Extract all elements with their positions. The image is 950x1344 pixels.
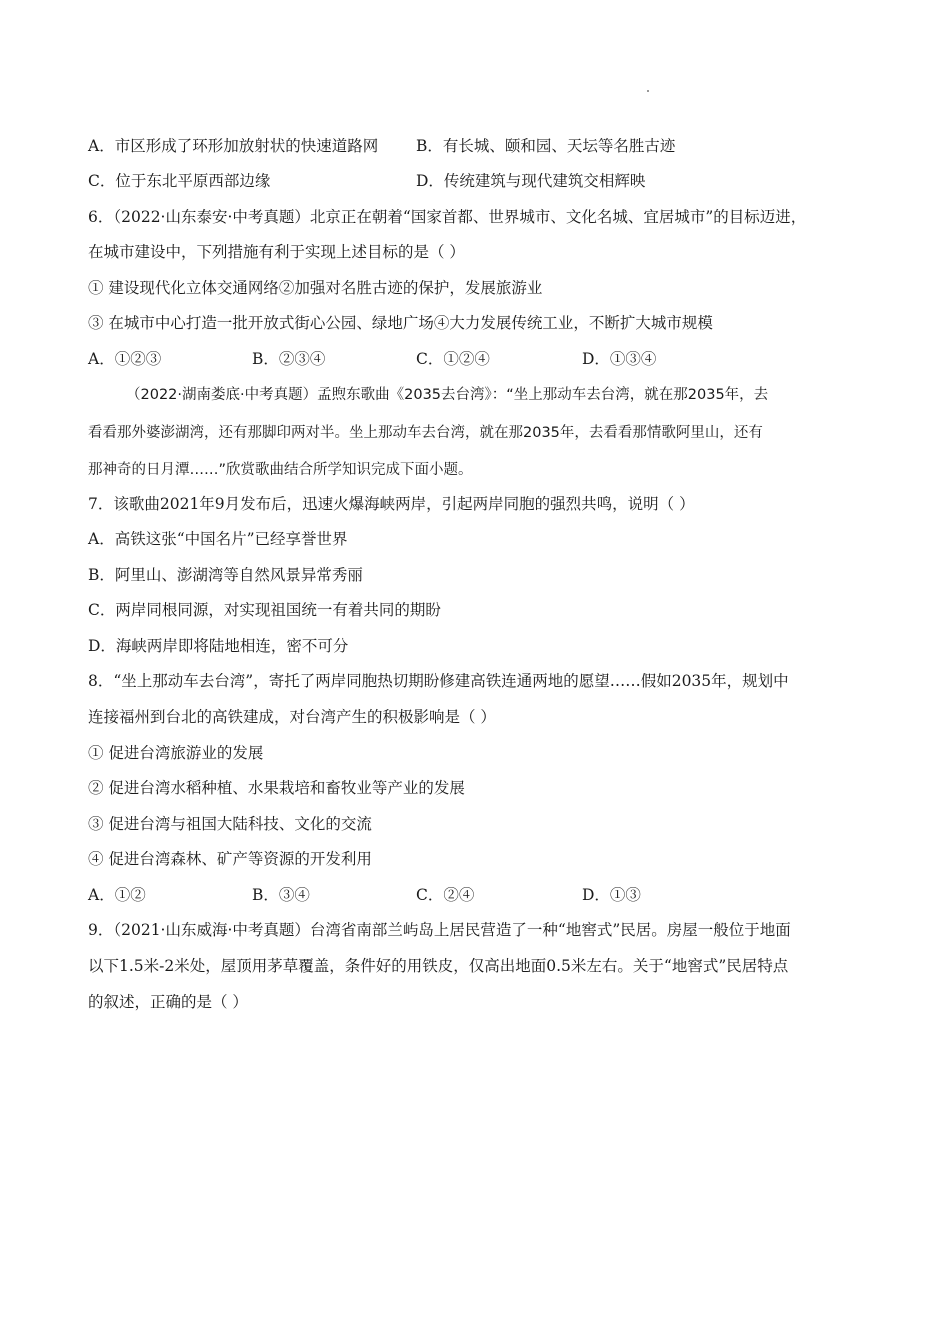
q9-stem-line-2: 以下1.5米-2米处，屋顶用茅草覆盖，条件好的用铁皮，仅高出地面0.5米左右。关于“地窖式”民居特点 <box>88 957 789 975</box>
q6-option-c: C．①②④ <box>416 350 490 368</box>
intro-line-1: （2022·湖南娄底·中考真题）孟煦东歌曲《2035去台湾》：“坐上那动车去台湾，就在那2035年，去 <box>126 387 769 403</box>
q8-item-2: ② 促进台湾水稻种植、水果栽培和畜牧业等产业的发展 <box>88 779 465 797</box>
q8-option-d: D．①③ <box>582 886 641 904</box>
q7-option-c: C．两岸同根同源，对实现祖国统一有着共同的期盼 <box>88 601 441 619</box>
q5-option-b: B．有长城、颐和园、天坛等名胜古迹 <box>416 137 676 155</box>
intro-line-3: 那神奇的日月潭……”欣赏歌曲结合所学知识完成下面小题。 <box>88 462 473 478</box>
q6-stem-line-2: 在城市建设中，下列措施有利于实现上述目标的是（ ） <box>88 243 465 261</box>
scan-dot <box>647 90 649 92</box>
q5-option-c: C．位于东北平原西部边缘 <box>88 172 271 190</box>
q6-stem-line-1: 6．（2022·山东泰安·中考真题）北京正在朝着“国家首都、世界城市、文化名城、宜居城市”的目标迈进， <box>88 208 807 226</box>
q8-item-3: ③ 促进台湾与祖国大陆科技、文化的交流 <box>88 815 372 833</box>
q7-option-a: A．高铁这张“中国名片”已经享誉世界 <box>88 530 348 548</box>
q8-stem-line-1: 8．“坐上那动车去台湾”，寄托了两岸同胞热切期盼修建高铁连通两地的愿望……假如2035年，规划中 <box>88 672 789 690</box>
q5-option-d: D．传统建筑与现代建筑交相辉映 <box>416 172 646 190</box>
q8-item-4: ④ 促进台湾森林、矿产等资源的开发利用 <box>88 850 372 868</box>
q7-option-b: B．阿里山、澎湖湾等自然风景异常秀丽 <box>88 566 363 584</box>
q8-option-c: C．②④ <box>416 886 475 904</box>
q8-option-a: A．①② <box>88 886 146 904</box>
q8-item-1: ① 促进台湾旅游业的发展 <box>88 744 264 762</box>
q6-option-b: B．②③④ <box>252 350 326 368</box>
intro-line-2: 看看那外婆澎湖湾，还有那脚印两对半。坐上那动车去台湾，就在那2035年，去看看那情歌阿里山，还有 <box>88 425 763 441</box>
q9-stem-line-3: 的叙述，正确的是（ ） <box>88 993 248 1011</box>
q6-options-row <box>88 349 888 369</box>
q5-option-a: A．市区形成了环形加放射状的快速道路网 <box>88 137 379 155</box>
q7-stem: 7．该歌曲2021年9月发布后，迅速火爆海峡两岸，引起两岸同胞的强烈共鸣，说明（ ） <box>88 495 695 513</box>
q5-options-row-1 <box>88 136 888 156</box>
q7-option-d: D．海峡两岸即将陆地相连，密不可分 <box>88 637 349 655</box>
q9-stem-line-1: 9．（2021·山东威海·中考真题）台湾省南部兰屿岛上居民营造了一种“地窖式”民居。房屋一般位于地面 <box>88 921 791 939</box>
q8-option-b: B．③④ <box>252 886 310 904</box>
q6-item-1: ① 建设现代化立体交通网络②加强对名胜古迹的保护，发展旅游业 <box>88 279 543 297</box>
q8-options-row <box>88 885 888 905</box>
q5-options-row-2 <box>88 171 888 191</box>
q6-item-2: ③ 在城市中心打造一批开放式街心公园、绿地广场④大力发展传统工业，不断扩大城市规模 <box>88 314 713 332</box>
q6-option-d: D．①③④ <box>582 350 657 368</box>
q6-option-a: A．①②③ <box>88 350 162 368</box>
q8-stem-line-2: 连接福州到台北的高铁建成，对台湾产生的积极影响是（ ） <box>88 708 496 726</box>
